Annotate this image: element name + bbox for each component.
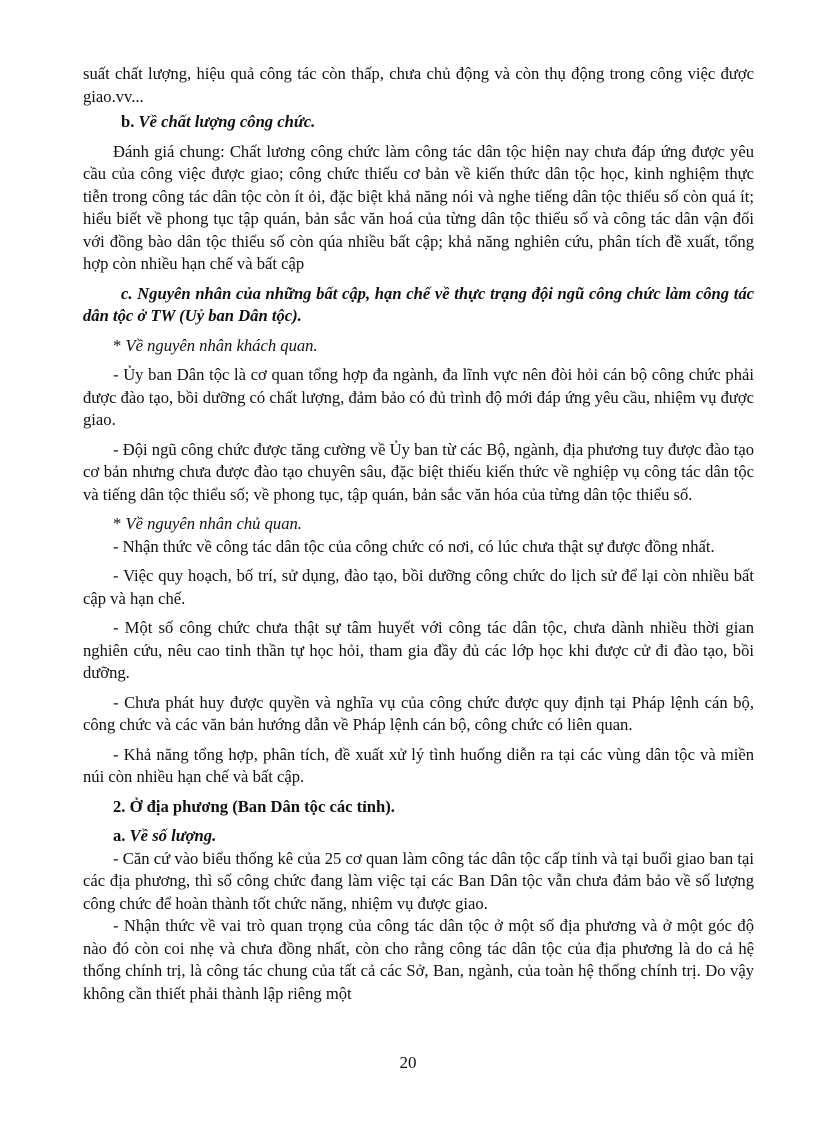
paragraph-statistics: - Căn cứ vào biểu thống kê của 25 cơ quan làm công tác dân tộc cấp tỉnh và tại buổi giao ban tại các địa phương, thì số công chức đang làm việc tại các Ban Dân tộc vẫn chưa đảm bảo về số lượng công chức để hoàn thành tốt chức năng, nhiệm vụ được giao. xyxy=(83,848,754,913)
subjective-causes-heading xyxy=(83,513,754,536)
heading-a-title: Về số lượng. xyxy=(129,826,217,845)
objective-causes-label: Về nguyên nhân khách quan. xyxy=(125,335,318,355)
paragraph-role-awareness: - Nhận thức về vai trò quan trọng của công tác dân tộc ở một số địa phương và ở một góc độ nào đó còn coi nhẹ và chưa đồng nhất, còn cho rằng công tác dân tộc của địa phương là do cả hệ thống chính trị, là công tác chung của tất cả các Sở, Ban, ngành, của toàn hệ thống chính trị. Do vậy không cần thiết phải thành lập riêng một xyxy=(83,916,754,1003)
heading-b-title: Về chất lượng công chức. xyxy=(138,112,316,131)
heading-c: c. Nguyên nhân của những bất cập, hạn chế về thực trạng đội ngũ công chức làm công tác dân tộc ở TW (Uỷ ban Dân tộc). xyxy=(83,283,754,325)
document-body xyxy=(83,63,754,1005)
heading-2: 2. Ở địa phương (Ban Dân tộc các tỉnh). xyxy=(113,796,395,816)
heading-b xyxy=(83,111,754,134)
star-bullet: * xyxy=(113,335,122,355)
heading-b-label: b. xyxy=(121,112,135,131)
paragraph-planning: - Việc quy hoạch, bố trí, sử dụng, đào tạo, bồi dưỡng công chức do lịch sử để lại còn nhiều bất cập và hạn chế. xyxy=(83,566,754,608)
paragraph-general-assessment: Đánh giá chung: Chất lương công chức làm công tác dân tộc hiện nay chưa đáp ứng được yêu cầu của công việc được giao; công chức thiếu cơ bản về kiến thức dân tộc học, kinh nghiệm thực tiễn trong công tác dân tộc còn ít ỏi, đặc biệt khả năng nói và nghe tiếng dân tộc thiểu số còn quá ít; hiểu biết về phong tục tập quán, bản sắc văn hoá của từng dân tộc thiểu số và công tác dân vận đối với đồng bào dân tộc thiểu số còn qúa nhiều bất cập; khả năng nghiên cứu, phân tích đề xuất, tổng hợp còn nhiều hạn chế và bất cập xyxy=(83,141,754,273)
paragraph-continuation: suất chất lượng, hiệu quả công tác còn thấp, chưa chủ động và còn thụ động trong công việc được giao.vv... xyxy=(83,64,754,106)
paragraph-dedication: - Một số công chức chưa thật sự tâm huyết với công tác dân tộc, chưa dành nhiều thời gian nghiên cứu, nêu cao tinh thần tự học hỏi, tham gia đầy đủ các lớp học khi được cử đi đào tạo, bồi dưỡng. xyxy=(83,618,754,682)
paragraph-rights: - Chưa phát huy được quyền và nghĩa vụ của công chức được quy định tại Pháp lệnh cán bộ, công chức và các văn bản hướng dẫn về Pháp lệnh cán bộ, công chức có liên quan. xyxy=(83,692,754,734)
heading-a xyxy=(83,825,754,848)
page-number: 20 xyxy=(399,1053,417,1072)
objective-causes-heading xyxy=(83,335,754,358)
subjective-causes-label: Về nguyên nhân chủ quan. xyxy=(125,514,302,533)
star-bullet: * xyxy=(113,514,122,533)
heading-a-label: a. xyxy=(113,826,126,845)
paragraph-synthesis: - Khả năng tổng hợp, phân tích, đề xuất xử lý tình huống diễn ra tại các vùng dân tộc và miền núi còn nhiều hạn chế và bất cập. xyxy=(83,744,754,786)
paragraph-awareness: - Nhận thức về công tác dân tộc của công chức có nơi, có lúc chưa thật sự được đồng nhất. xyxy=(113,536,715,556)
paragraph-committee: - Ủy ban Dân tộc là cơ quan tổng hợp đa ngành, đa lĩnh vực nên đòi hỏi cán bộ công chức phải được đào tạo, bồi dưỡng có chất lượng, đảm bảo có đủ trình độ mới đáp ứng yêu cầu, nhiệm vụ được giao. xyxy=(83,365,754,429)
paragraph-staff-reinforcement: - Đội ngũ công chức được tăng cường về Ủy ban từ các Bộ, ngành, địa phương tuy được đào tạo cơ bản nhưng chưa được đào tạo chuyên sâu, đặc biệt thiếu kiến thức về nghiệp vụ công tác dân tộc và tiếng dân tộc thiểu số; về phong tục, tập quán, bản sắc văn hóa của từng dân tộc thiểu số. xyxy=(83,439,754,504)
